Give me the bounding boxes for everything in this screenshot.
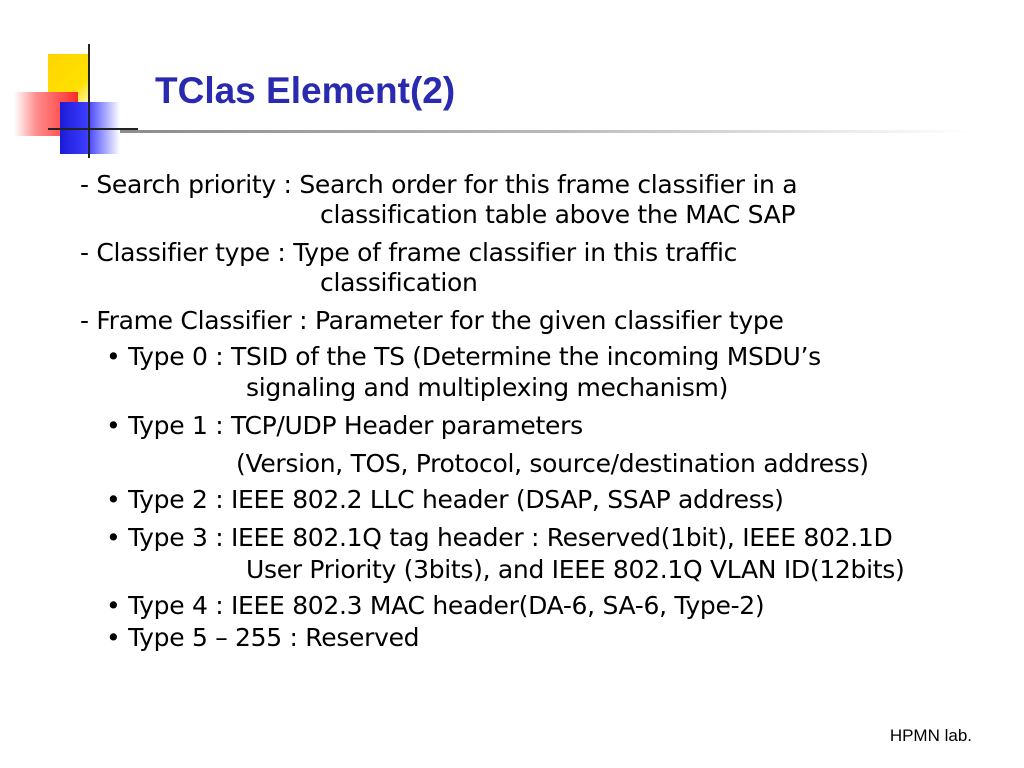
logo-vertical-line bbox=[88, 44, 90, 158]
corner-logo bbox=[0, 0, 160, 170]
type0-line: • Type 0 : TSID of the TS (Determine the incoming MSDU’s bbox=[106, 342, 821, 371]
type2-line: • Type 2 : IEEE 802.2 LLC header (DSAP, SSAP address) bbox=[106, 485, 784, 514]
type5-line: • Type 5 – 255 : Reserved bbox=[106, 623, 420, 652]
frame-classifier-line: - Frame Classifier : Parameter for the given classifier type bbox=[80, 306, 784, 335]
type0-continuation: signaling and multiplexing mechanism) bbox=[246, 373, 729, 402]
search-priority-line: - Search priority : Search order for this frame classifier in a bbox=[80, 170, 798, 199]
footer-label: HPMN lab. bbox=[889, 726, 972, 745]
type1-continuation: (Version, TOS, Protocol, source/destination address) bbox=[236, 449, 869, 478]
classifier-type-continuation: classification bbox=[320, 268, 478, 297]
title-underline bbox=[120, 130, 970, 133]
type3-line: • Type 3 : IEEE 802.1Q tag header : Reserved(1bit), IEEE 802.1D bbox=[106, 523, 893, 552]
classifier-type-line: - Classifier type : Type of frame classifier in this traffic bbox=[80, 238, 738, 267]
type3-continuation: User Priority (3bits), and IEEE 802.1Q VLAN ID(12bits) bbox=[246, 555, 905, 584]
type1-line: • Type 1 : TCP/UDP Header parameters bbox=[106, 411, 583, 440]
type4-line: • Type 4 : IEEE 802.3 MAC header(DA-6, SA-6, Type-2) bbox=[106, 591, 765, 620]
slide-title: TClas Element(2) bbox=[155, 70, 456, 111]
search-priority-continuation: classification table above the MAC SAP bbox=[320, 200, 796, 229]
